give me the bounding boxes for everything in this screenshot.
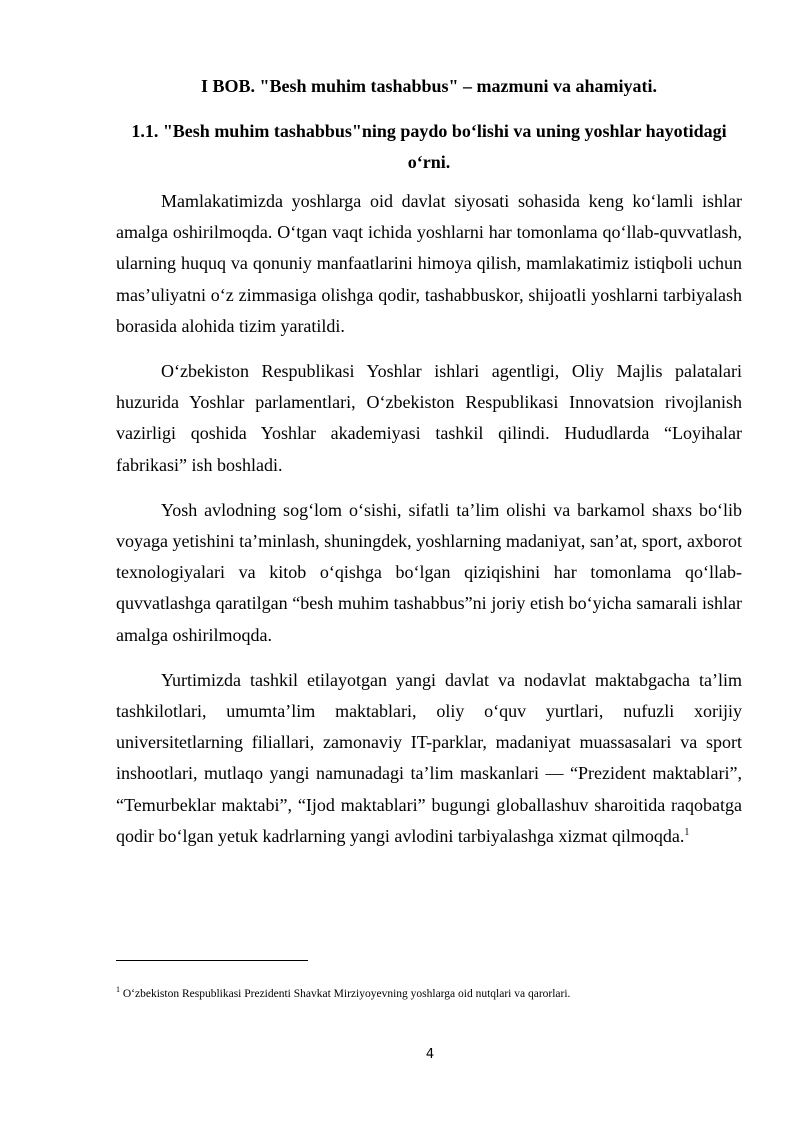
section-title: 1.1. "Besh muhim tashabbus"ning paydo bo‘lishi va uning yoshlar hayotidagi o‘rni. <box>131 121 727 172</box>
footnote-reference[interactable]: 1 <box>684 826 690 838</box>
paragraph-1: Mamlakatimizda yoshlarga oid davlat siyosati sohasida keng ko‘lamli ishlar amalga oshirilmoqda. O‘tgan vaqt ichida yoshlarni har tomonlama qo‘llab-quvvatlash, ularning huquq va qonuniy manfaatlarini himoya qilish, mamlakatimiz istiqboli uchun mas’uliyatni o‘z zimmasiga olishga qodir, tashabbuskor, shijoatli yoshlarni tarbiyalash borasida alohida tizim yaratildi. <box>116 191 742 336</box>
paragraph-2: O‘zbekiston Respublikasi Yoshlar ishlari agentligi, Oliy Majlis palatalari huzurida Yoshlar parlamentlari, O‘zbekiston Respublikasi Innovatsion rivojlanish vazirligi qoshida Yoshlar akademiyasi tashkil qilindi. Hududlarda “Loyihalar fabrikasi” ish boshladi. <box>116 361 742 475</box>
page-body <box>116 72 742 866</box>
footnote <box>116 987 742 1001</box>
paragraph-3: Yosh avlodning sog‘lom o‘sishi, sifatli ta’lim olishi va barkamol shaxs bo‘lib voyaga yetishini ta’minlash, shuningdek, yoshlarning madaniyat, san’at, sport, axborot texnologiyalari va kitob o‘qishga bo‘lgan qiziqishini har tomonlama qo‘llab-quvvatlashga qaratilgan “besh muhim tashabbus”ni joriy etish bo‘yicha samarali ishlar amalga oshirilmoqda. <box>116 499 742 645</box>
page-number: 4 <box>425 1047 435 1062</box>
chapter-title: I BOB. "Besh muhim tashabbus" – mazmuni va ahamiyati. <box>200 76 658 96</box>
footnote-text: O‘zbekiston Respublikasi Prezidenti Shavkat Mirziyoyevning yoshlarga oid nutqlari va qarorlari. <box>122 988 571 1000</box>
paragraph-4-text: Yurtimizda tashkil etilayotgan yangi davlat va nodavlat maktabgacha ta’lim tashkilotlari, umumta’lim maktablari, oliy o‘quv yurtlari, nufuzli xorijiy universitetlarning filiallari, zamonaviy IT-parklar, madaniyat muassasalari va sport inshootlari, mutlaqo yangi namunadagi ta’lim maskanlari — “Prezident maktablari”, “Temurbeklar maktabi”, “Ijod maktablari” bugungi globallashuv sharoitida raqobatga qodir bo‘lgan yetuk kadrlarning yangi avlodini tarbiyalashga xizmat qilmoqda. <box>116 669 742 846</box>
footnote-separator <box>116 960 308 961</box>
footnote-marker: 1 <box>116 985 120 995</box>
paragraph-4 <box>116 665 742 852</box>
